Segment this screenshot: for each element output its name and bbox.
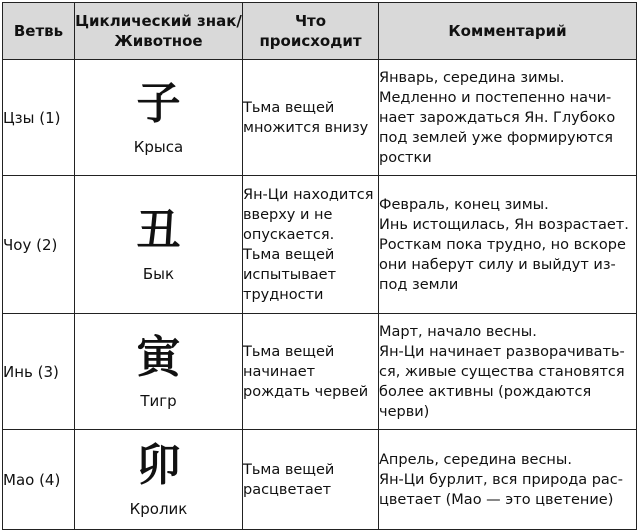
- text-line: Ян-Ци бурлит, вся природа рас-: [379, 471, 624, 488]
- text-line: более активны (рождаются: [379, 383, 592, 400]
- text-line: испытывает: [243, 266, 337, 283]
- header-comment: Комментарий: [379, 3, 637, 60]
- text-line: Инь истощилась, Ян возрастает.: [379, 216, 629, 233]
- text-line: они наберут силу и выйдут из-: [379, 256, 616, 273]
- text-line: Январь, середина зимы.: [379, 69, 565, 86]
- sign-cell: [75, 60, 243, 176]
- text-line: Апрель, середина весны.: [379, 451, 572, 468]
- comment-cell: [379, 60, 637, 176]
- text-line: начинает: [243, 363, 316, 380]
- text-line: Тьма вещей: [243, 461, 335, 478]
- table-row: [3, 176, 637, 314]
- what-happens-cell: [243, 430, 379, 530]
- animal-name: Крыса: [133, 137, 184, 156]
- animal-name: Бык: [142, 264, 175, 283]
- header-sign: [75, 3, 243, 60]
- animal-name: Кролик: [129, 499, 188, 518]
- text-line: цветает (Мао — это цветение): [379, 491, 614, 508]
- text-line: под земли: [379, 276, 459, 293]
- cyclic-sign-glyph: 卯: [136, 439, 181, 491]
- text-line: трудности: [243, 286, 324, 303]
- animal-name: Тигр: [140, 391, 177, 410]
- text-line: нает зарождаться Ян. Глубоко: [379, 109, 616, 126]
- what-happens-cell: [243, 60, 379, 176]
- text-line: Ян-Ци находится: [243, 186, 374, 203]
- table-row: [3, 60, 637, 176]
- comment-cell: [379, 430, 637, 530]
- branch-cell: Чоу (2): [3, 176, 75, 314]
- header-row: [3, 3, 637, 60]
- text-line: опускается.: [243, 226, 335, 243]
- text-line: Тьма вещей: [243, 343, 335, 360]
- text-line: ростки: [379, 149, 432, 166]
- text-line: ся, живые существа становятся: [379, 363, 625, 380]
- header-sign-line2: Животное: [114, 32, 203, 50]
- what-happens-cell: [243, 314, 379, 430]
- text-line: расцветает: [243, 481, 332, 498]
- text-line: рождать червей: [243, 383, 369, 400]
- cyclic-sign-glyph: 寅: [136, 331, 181, 383]
- branch-cell: Инь (3): [3, 314, 75, 430]
- table-row: [3, 430, 637, 530]
- sign-cell: [75, 314, 243, 430]
- branch-cell: Цзы (1): [3, 60, 75, 176]
- header-sign-line1: Циклический знак/: [75, 12, 242, 30]
- text-line: под землей уже формируются: [379, 129, 613, 146]
- zodiac-branches-table: [2, 2, 637, 530]
- text-line: Ян-Ци начинает разворачивать-: [379, 343, 625, 360]
- sign-cell: [75, 430, 243, 530]
- comment-cell: [379, 314, 637, 430]
- text-line: Тьма вещей: [243, 246, 335, 263]
- text-line: Март, начало весны.: [379, 323, 537, 340]
- comment-cell: [379, 176, 637, 314]
- text-line: Тьма вещей: [243, 99, 335, 116]
- header-branch: Ветвь: [3, 3, 75, 60]
- what-happens-cell: [243, 176, 379, 314]
- branch-cell: Мао (4): [3, 430, 75, 530]
- header-what: Что происходит: [243, 3, 379, 60]
- text-line: Росткам пока трудно, но вскоре: [379, 236, 626, 253]
- table-row: [3, 314, 637, 430]
- text-line: Февраль, конец зимы.: [379, 196, 549, 213]
- text-line: черви): [379, 403, 430, 420]
- text-line: вверху и не: [243, 206, 333, 223]
- cyclic-sign-glyph: 丑: [136, 204, 181, 256]
- text-line: Медленно и постепенно начи-: [379, 89, 612, 106]
- cyclic-sign-glyph: 子: [136, 77, 181, 129]
- sign-cell: [75, 176, 243, 314]
- text-line: множится внизу: [243, 119, 369, 136]
